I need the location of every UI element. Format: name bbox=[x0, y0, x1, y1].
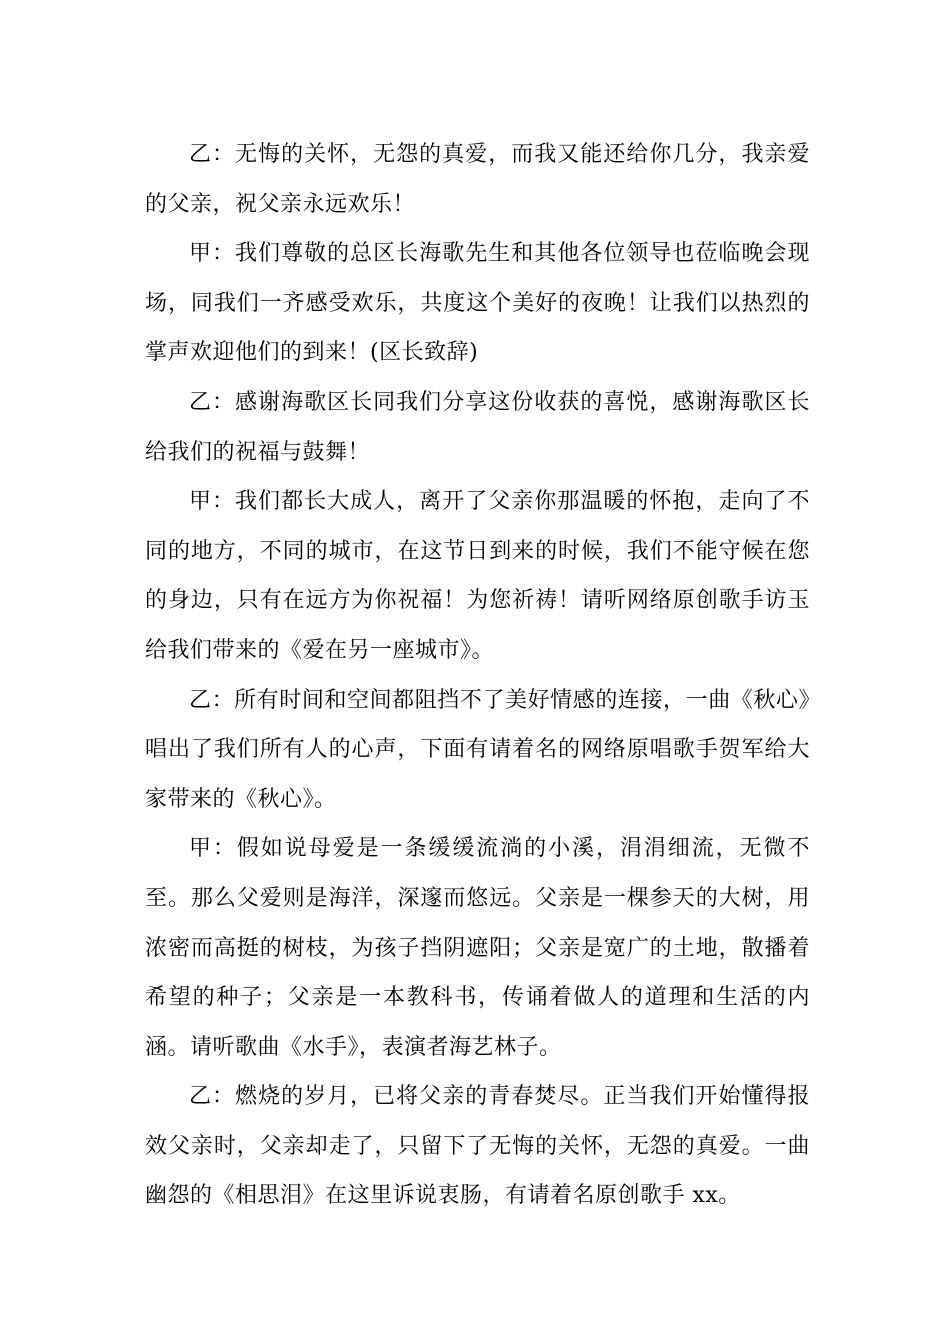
paragraph-3: 乙：感谢海歌区长同我们分享这份收获的喜悦，感谢海歌区长给我们的祝福与鼓舞！ bbox=[145, 389, 810, 465]
paragraph-1: 乙：无悔的关怀，无怨的真爱，而我又能还给你几分，我亲爱的父亲，祝父亲永远欢乐！ bbox=[145, 142, 810, 217]
paragraph-5: 乙：所有时间和空间都阻挡不了美好情感的连接，一曲《秋心》唱出了我们所有人的心声，下面有请着名的网络原唱歌手贺军给大家带来的《秋心》。 bbox=[145, 687, 810, 812]
paragraph-6: 甲：假如说母爱是一条缓缓流淌的小溪，涓涓细流，无微不至。那么父爱则是海洋，深邃而悠远。父亲是一棵参天的大树，用浓密而高挺的树枝，为孩子挡阴遮阳；父亲是宽广的土地，散播着希望的种子；父亲是一本教科书，传诵着做人的道理和生活的内涵。请听歌曲《水手》，表演者海艺林子。 bbox=[145, 836, 810, 1060]
paragraph-4: 甲：我们都长大成人，离开了父亲你那温暖的怀抱，走向了不同的地方，不同的城市，在这节日到来的时候，我们不能守候在您的身边，只有在远方为你祝福！为您祈祷！请听网络原创歌手访玉给我们带来的《爱在另一座城市》。 bbox=[145, 489, 810, 663]
paragraph-7: 乙：燃烧的岁月，已将父亲的青春焚尽。正当我们开始懂得报效父亲时，父亲却走了，只留下了无悔的关怀，无怨的真爱。一曲幽怨的《相思泪》在这里诉说衷肠，有请着名原创歌手 xx。 bbox=[145, 1084, 810, 1209]
paragraph-2: 甲：我们尊敬的总区长海歌先生和其他各位领导也莅临晚会现场，同我们一齐感受欢乐，共度这个美好的夜晚！让我们以热烈的掌声欢迎他们的到来！(区长致辞) bbox=[145, 241, 810, 366]
document-body bbox=[145, 130, 810, 1221]
